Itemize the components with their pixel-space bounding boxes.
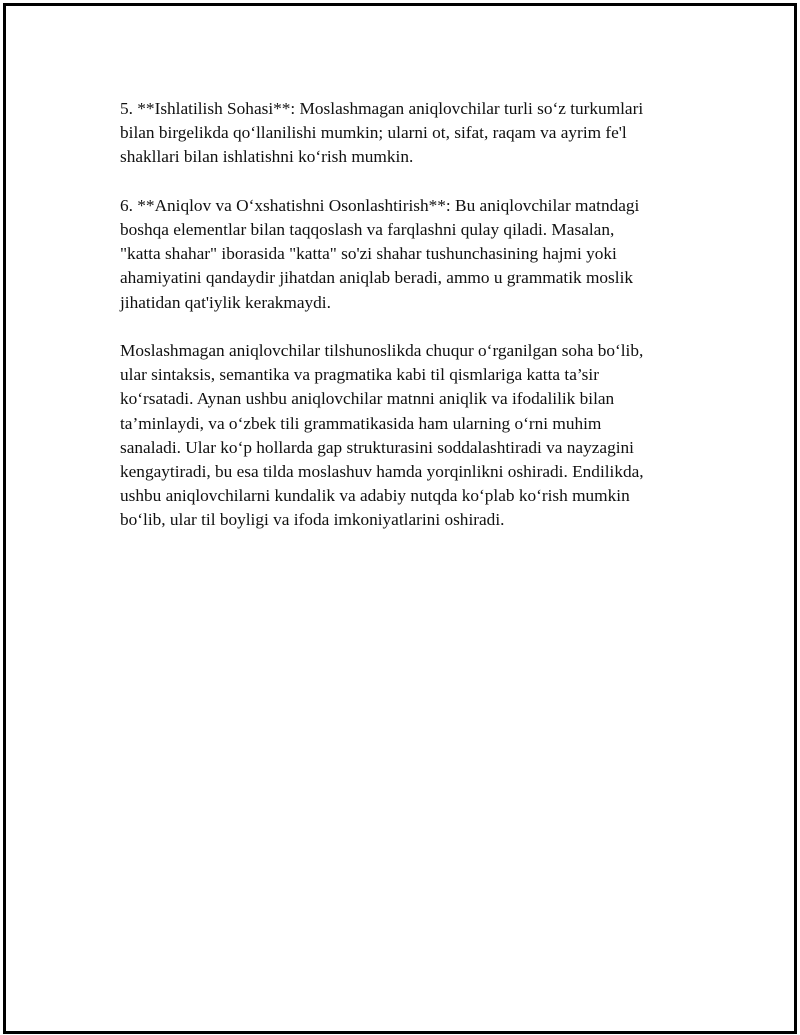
- paragraph-conclusion: Moslashmagan aniqlovchilar tilshunoslikda chuqur o‘rganilgan soha bo‘lib, ular sintaksis, semantika va pragmatika kabi til qismlariga katta ta’sir ko‘rsatadi. Aynan ushbu aniqlovchilar matnni aniqlik va ifodalilik bilan ta’minlaydi, va o‘zbek tili grammatikasida ham ularning o‘rni muhim sanaladi. Ular ko‘p hollarda gap strukturasini soddalashtiradi va nayzagini kengaytiradi, bu esa tilda moslashuv hamda yorqinlikni oshiradi. Endilikda, ushbu aniqlovchilarni kundalik va adabiy nutqda ko‘plab ko‘rish mumkin bo‘lib, ular til boyligi va ifoda imkoniyatlarini oshiradi.: [120, 341, 644, 530]
- document-body: [120, 97, 700, 557]
- paragraph-usage-area: 5. **Ishlatilish Sohasi**: Moslashmagan aniqlovchilar turli so‘z turkumlari bilan birgelikda qo‘llanilishi mumkin; ularni ot, sifat, raqam va ayrim fe'l shakllari bilan ishlatishni ko‘rish mumkin.: [120, 99, 644, 167]
- page-border: [3, 3, 797, 1034]
- paragraph-comparison: 6. **Aniqlov va O‘xshatishni Osonlashtirish**: Bu aniqlovchilar matndagi boshqa elementlar bilan taqqoslash va farqlashni qulay qiladi. Masalan, "katta shahar" iborasida "katta" so'zi shahar tushunchasining hajmi yoki ahamiyatini qandaydir jihatdan aniqlab beradi, ammo u grammatik moslik jihatidan qat'iylik kerakmaydi.: [120, 195, 640, 312]
